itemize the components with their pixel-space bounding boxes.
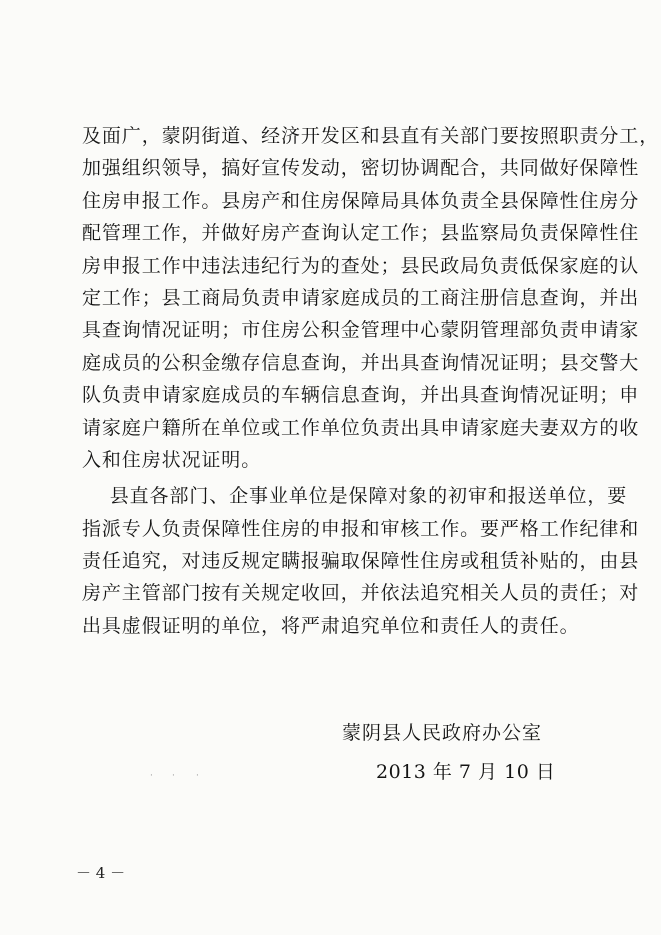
text-line: 住房申报工作。县房产和住房保障局具体负责全县保障性住房分 (82, 189, 640, 212)
text-line: 配管理工作，并做好房产查询认定工作；县监察局负责保障性住 (82, 222, 640, 245)
text-line: 房产主管部门按有关规定收回，并依法追究相关人员的责任；对 (82, 582, 640, 605)
paragraph-2 (82, 480, 640, 642)
text-line: 指派专人负责保障性住房的申报和审核工作。要严格工作纪律和 (82, 517, 640, 540)
scan-speck: · (172, 771, 175, 781)
text-line: 庭成员的公积金缴存信息查询，并出具查询情况证明；县交警大 (82, 351, 640, 374)
scan-speck: · (150, 771, 153, 781)
text-line: 请家庭户籍所在单位或工作单位负责出具申请家庭夫妻双方的收 (82, 416, 640, 439)
paragraph-1 (82, 120, 660, 476)
text-line: 队负责申请家庭成员的车辆信息查询，并出具查询情况证明；申 (82, 384, 640, 407)
text-line: 及面广，蒙阴街道、经济开发区和县直有关部门要按照职责分工， (82, 125, 660, 147)
text-line: 加强组织领导，搞好宣传发动，密切协调配合，共同做好保障性 (82, 157, 640, 180)
text-line: 责任追究，对违反规定瞒报骗取保障性住房或租赁补贴的，由县 (82, 550, 640, 573)
text-line: 具查询情况证明；市住房公积金管理中心蒙阴管理部负责申请家 (82, 319, 640, 342)
scan-speck: · (196, 771, 199, 781)
text-line: 县直各部门、企事业单位是保障对象的初审和报送单位，要 (82, 485, 628, 508)
signature-organization: 蒙阴县人民政府办公室 (342, 722, 543, 744)
text-line: 房申报工作中违法违纪行为的查处；县民政局负责低保家庭的认 (82, 254, 640, 277)
signature-date: 2013 年 7 月 10 日 (376, 761, 556, 783)
text-line: 定工作；县工商局负责申请家庭成员的工商注册信息查询，并出 (82, 286, 640, 309)
page-number: － 4 － (76, 864, 126, 882)
text-line: 入和住房状况证明。 (82, 448, 262, 471)
document-body (82, 120, 660, 642)
text-line: 出具虚假证明的单位，将严肃追究单位和责任人的责任。 (82, 614, 580, 637)
